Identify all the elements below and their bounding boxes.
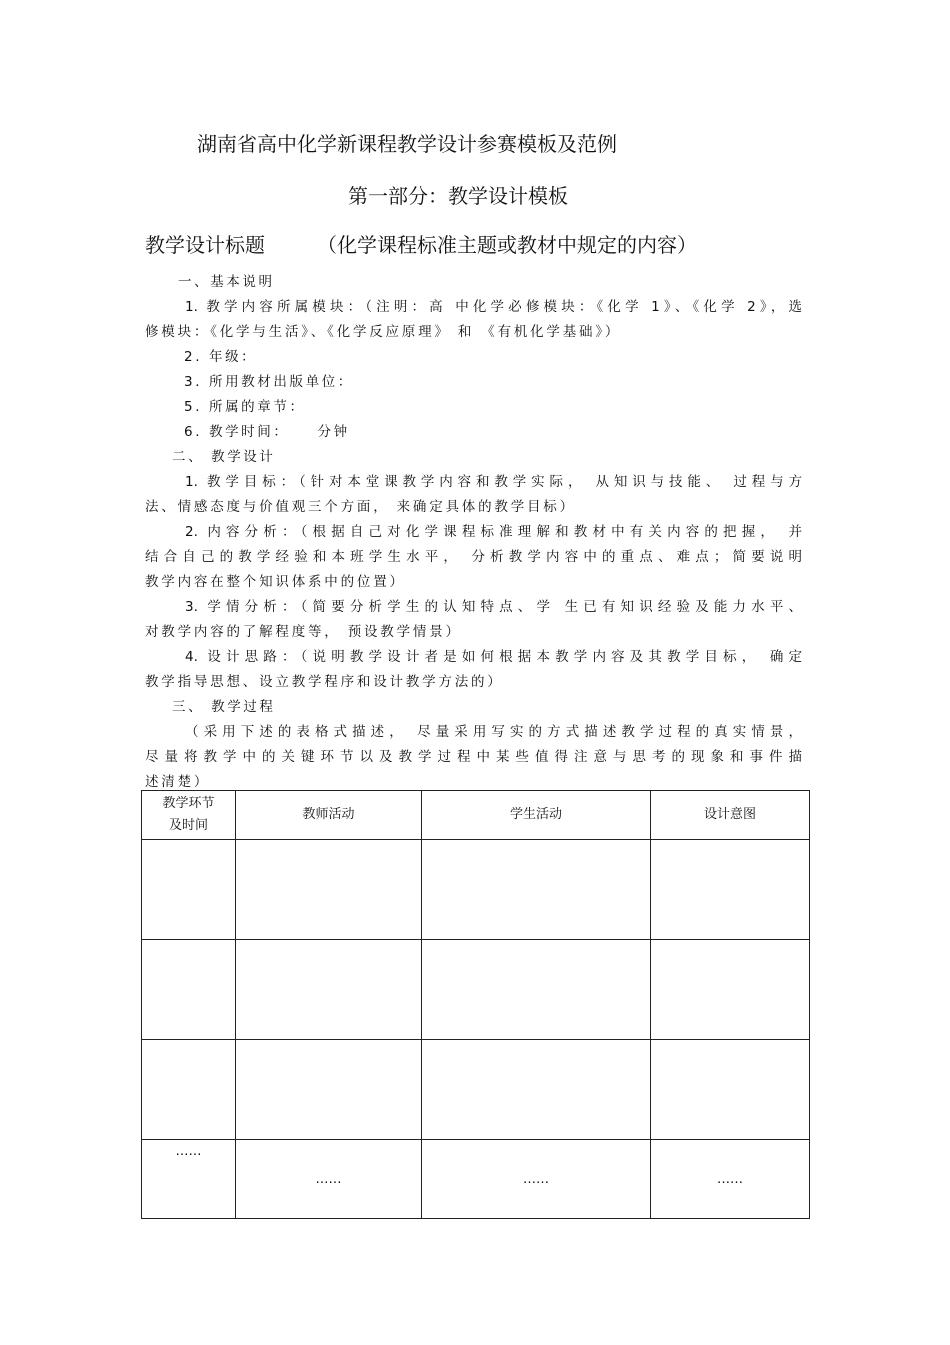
ellipsis-cell: ……	[651, 1140, 810, 1219]
process-desc-line1: （采用下述的表格式描述， 尽量采用写实的方式描述教学过程的真实情景，	[185, 724, 802, 740]
table-cell	[651, 940, 810, 1040]
table-row-ellipsis	[142, 1140, 810, 1219]
goal-line1: 1. 教学目标：（针对本堂课教学内容和教学实际， 从知识与技能、 过程与方	[185, 474, 802, 490]
student-line2: 对教学内容的了解程度等， 预设教学情景）	[145, 624, 462, 640]
design-title-line	[145, 229, 697, 258]
header-student-activity: 学生活动	[422, 791, 651, 840]
section1-item6	[184, 420, 350, 440]
table-row	[142, 940, 810, 1040]
teaching-time-label: 6. 教学时间：	[184, 424, 290, 440]
table-cell	[422, 1040, 651, 1140]
teaching-process-table	[141, 790, 810, 1219]
idea-line2: 教学指导思想、设立教学程序和设计教学方法的）	[145, 674, 504, 690]
design-title-label: 教学设计标题	[145, 233, 265, 257]
process-desc-line3: 述清楚）	[145, 774, 211, 790]
content-line1: 2. 内容分析：（根据自己对化学课程标准理解和教材中有关内容的把握， 并	[185, 524, 802, 540]
header-teacher-activity: 教师活动	[236, 791, 422, 840]
idea-line1: 4. 设计思路：（说明教学设计者是如何根据本教学内容及其教学目标， 确定	[185, 649, 802, 665]
table-cell	[142, 940, 236, 1040]
table-header-row	[142, 791, 810, 840]
table-cell	[422, 940, 651, 1040]
design-title-note: （化学课程标准主题或教材中规定的内容）	[317, 233, 697, 257]
table-cell	[236, 840, 422, 940]
table-cell	[142, 1040, 236, 1140]
document-title: 湖南省高中化学新课程教学设计参赛模板及范例	[197, 132, 617, 156]
section1-item3: 3. 所用教材出版单位：	[184, 374, 354, 390]
header-stage-time: 教学环节 及时间	[142, 791, 236, 840]
content-line2: 结合自己的教学经验和本班学生水平， 分析教学内容中的重点、难点；简要说明	[145, 549, 802, 565]
section1-item2: 2. 年级：	[184, 349, 258, 365]
content-line3: 教学内容在整个知识体系中的位置）	[145, 574, 406, 590]
ellipsis-cell: ……	[422, 1140, 651, 1219]
section1-item5: 5. 所属的章节：	[184, 399, 306, 415]
part-subtitle: 第一部分：教学设计模板	[348, 184, 568, 208]
section2-heading: 二、 教学设计	[172, 449, 276, 465]
ellipsis-cell: ……	[236, 1140, 422, 1219]
table-row	[142, 1040, 810, 1140]
table-cell	[236, 940, 422, 1040]
teaching-time-unit: 分钟	[317, 424, 350, 440]
table-cell	[142, 840, 236, 940]
table-row	[142, 840, 810, 940]
ellipsis-cell: ……	[142, 1140, 236, 1219]
table-cell	[651, 1040, 810, 1140]
section3-heading: 三、 教学过程	[172, 699, 276, 715]
table-cell	[422, 840, 651, 940]
process-desc-line2: 尽量将教学中的关键环节以及教学过程中某些值得注意与思考的现象和事件描	[145, 749, 802, 765]
section1-item1-line1: 1. 教学内容所属模块：（注明：高 中化学必修模块：《化学 1》、《化学 2》，选	[185, 299, 802, 315]
table-cell	[236, 1040, 422, 1140]
section1-heading: 一、基本说明	[178, 274, 275, 290]
table-cell	[651, 840, 810, 940]
section1-item1-line2: 修模块：《化学与生活》、《化学反应原理》 和 《有机化学基础》）	[145, 324, 622, 340]
student-line1: 3. 学情分析：（简要分析学生的认知特点、学 生已有知识经验及能力水平、	[185, 599, 802, 615]
header-design-intent: 设计意图	[651, 791, 810, 840]
goal-line2: 法、情感态度与价值观三个方面， 来确定具体的教学目标）	[145, 499, 576, 515]
